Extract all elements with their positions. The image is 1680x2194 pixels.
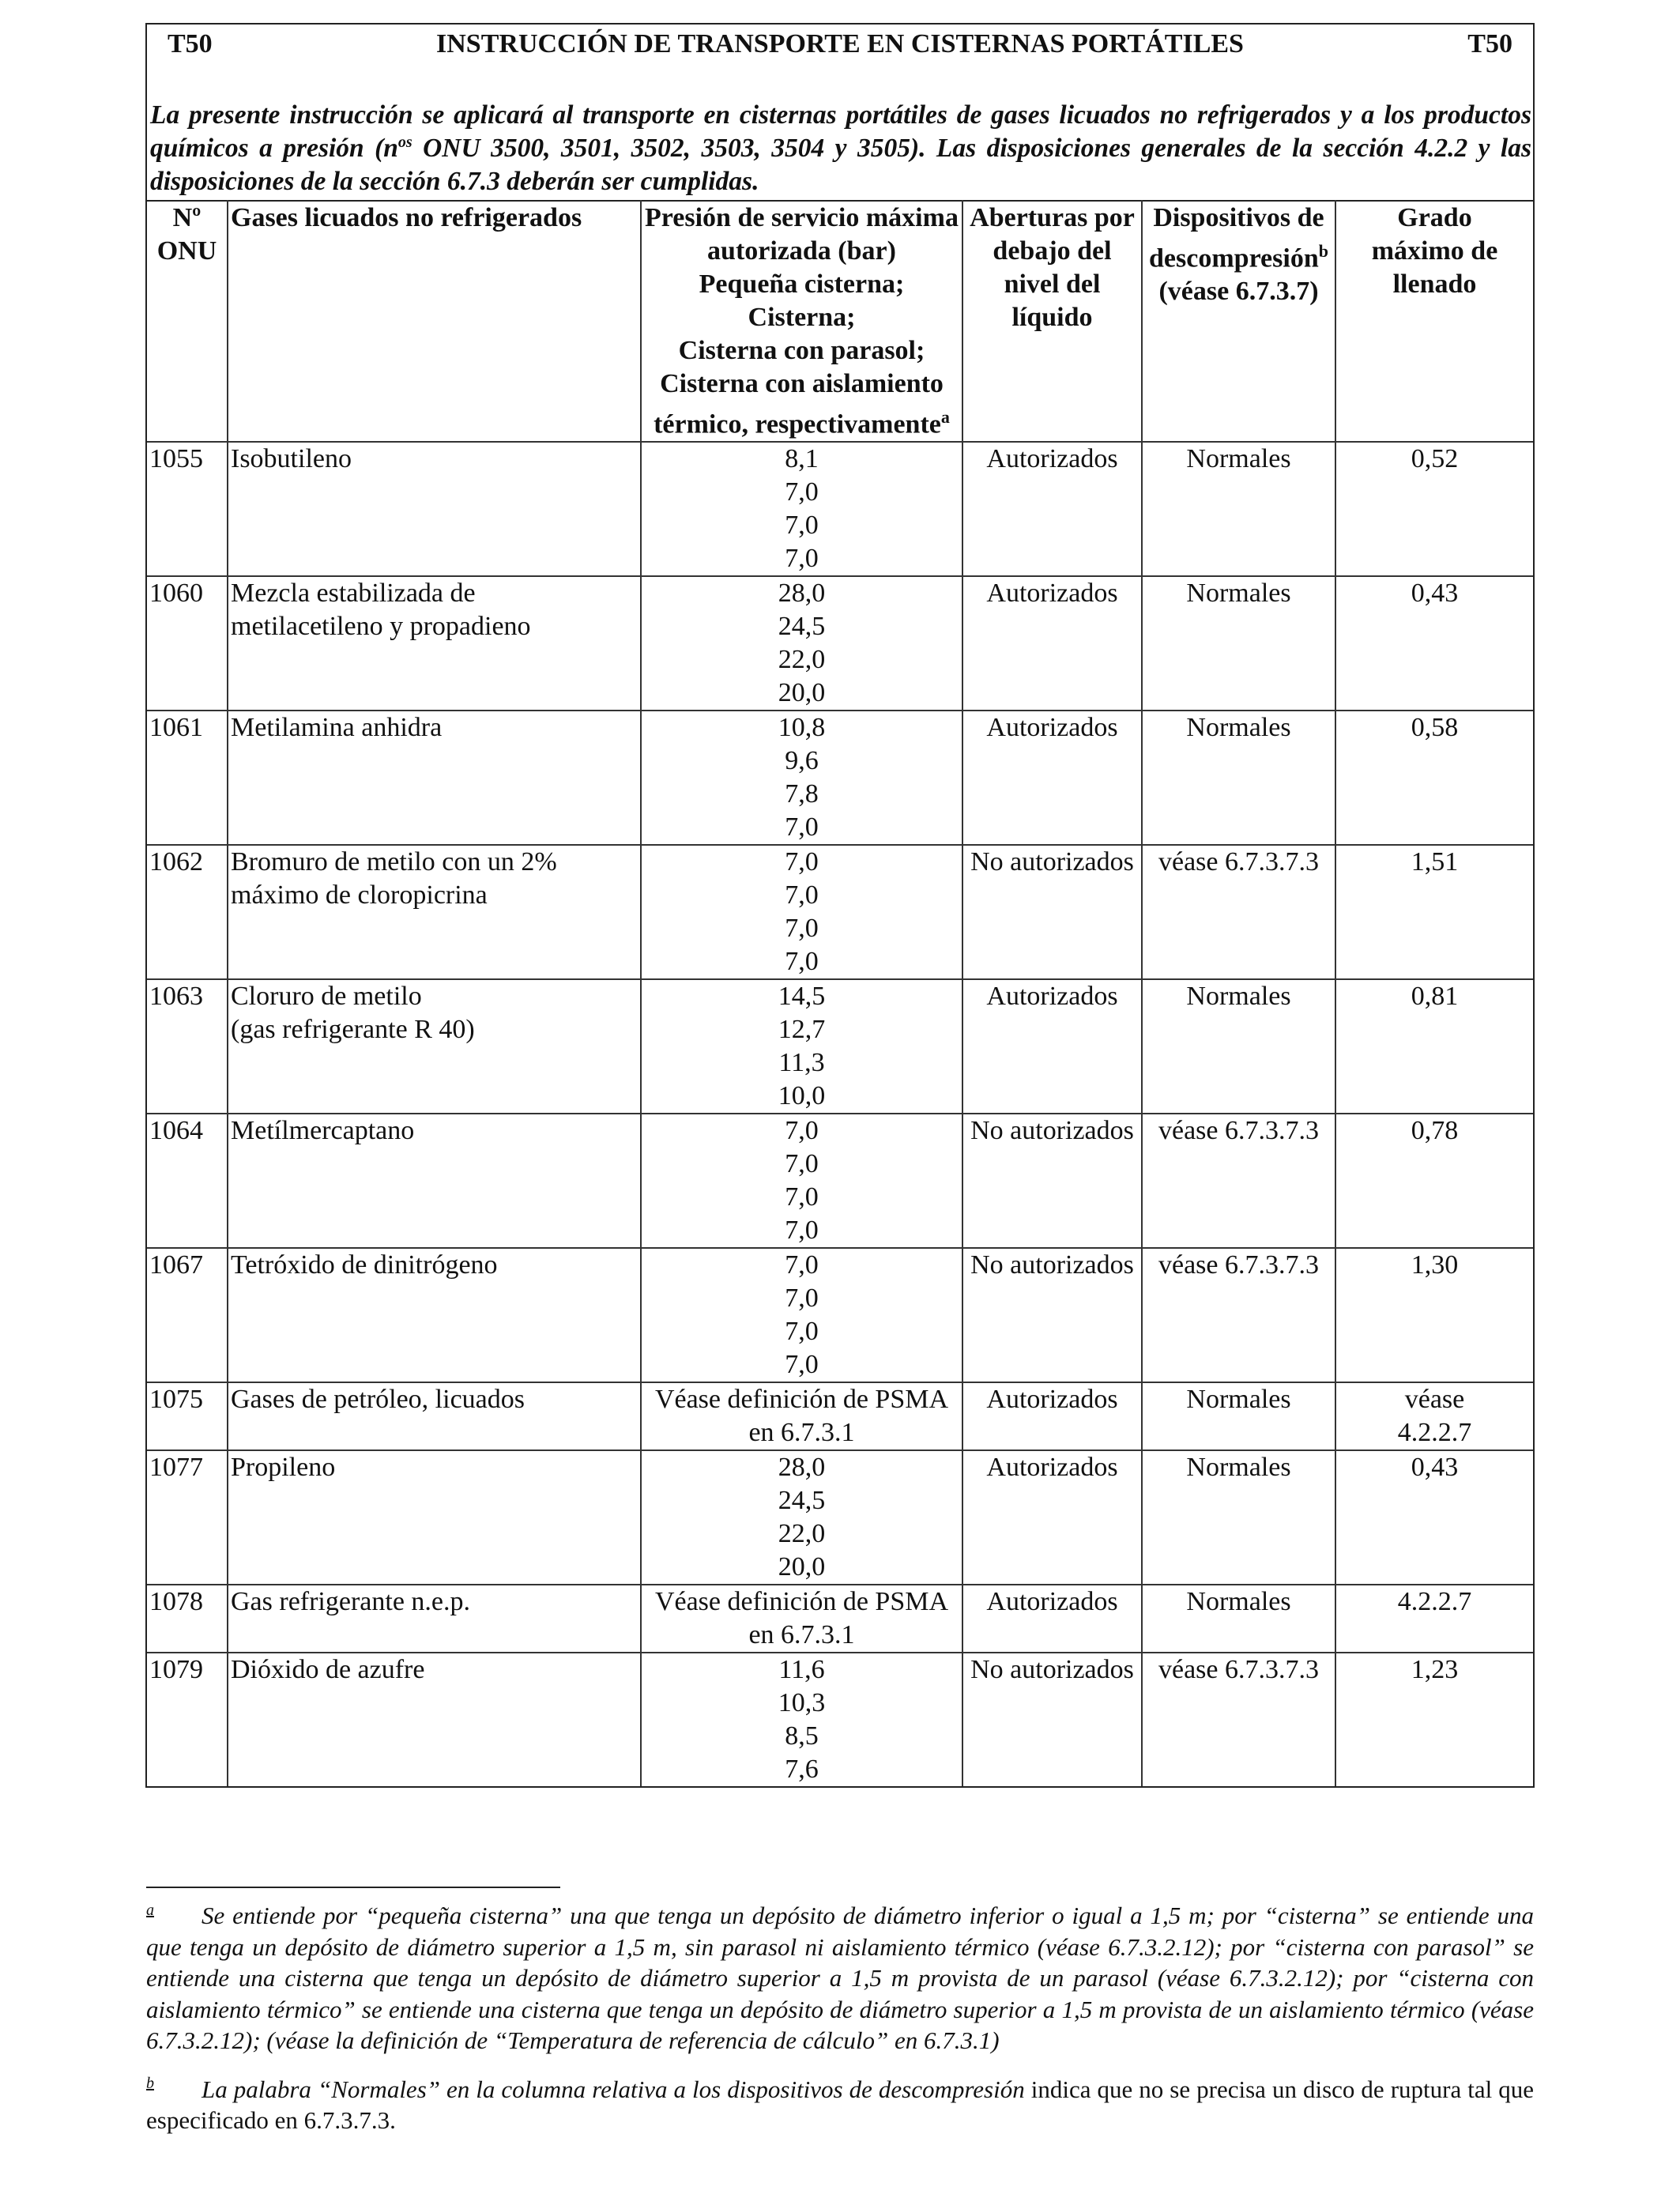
header-openings-line: líquido: [1011, 303, 1093, 332]
cell-devices: Normales: [1142, 1585, 1335, 1653]
filling-value-line: 0,81: [1411, 982, 1459, 1012]
header-devices-footnote-ref: b: [1318, 241, 1328, 261]
intro-paragraph: [147, 70, 1533, 200]
footnote-separator: [146, 1887, 560, 1888]
pressure-value-line: en 6.7.3.1: [748, 1620, 855, 1650]
table-row: [147, 1382, 1533, 1450]
header-devices: [1142, 201, 1335, 442]
gas-name-line: Gases de petróleo, licuados: [231, 1385, 525, 1415]
filling-value-line: véase: [1404, 1385, 1465, 1415]
pressure-value-line: 24,5: [778, 1486, 826, 1516]
filling-value-line: 1,51: [1411, 847, 1459, 877]
pressure-value-line: 7,0: [785, 1216, 819, 1246]
pressure-value-line: 24,5: [778, 612, 826, 642]
cell-onu-number: 1078: [147, 1585, 228, 1653]
header-devices-line: (véase 6.7.3.7): [1158, 277, 1319, 307]
cell-gas-name: [228, 1382, 641, 1450]
cell-devices: véase 6.7.3.7.3: [1142, 845, 1335, 979]
filling-value-line: 1,23: [1411, 1655, 1459, 1685]
pressure-value-line: 7,0: [785, 1149, 819, 1179]
pressure-value-line: 10,8: [778, 713, 826, 743]
pressure-value-line: 14,5: [778, 982, 826, 1012]
cell-pressures: [641, 845, 962, 979]
cell-devices: Normales: [1142, 711, 1335, 845]
filling-value-line: 0,52: [1411, 444, 1459, 474]
cell-gas-name: [228, 576, 641, 711]
header-pressure-line: autorizada (bar): [707, 236, 896, 266]
cell-pressures: [641, 711, 962, 845]
instruction-header: [147, 25, 1533, 70]
header-openings-line: nivel del: [1004, 270, 1101, 299]
table-row: [147, 979, 1533, 1114]
cell-pressures: [641, 1653, 962, 1786]
cell-gas-name: [228, 845, 641, 979]
pressure-value-line: 10,3: [778, 1688, 826, 1718]
cell-devices: Normales: [1142, 442, 1335, 576]
gas-name-line: Mezcla estabilizada de: [231, 579, 476, 609]
table-row: [147, 576, 1533, 711]
gas-name-line: Gas refrigerante n.e.p.: [231, 1587, 471, 1617]
gas-name-line: Metilamina anhidra: [231, 713, 443, 743]
cell-gas-name: [228, 1653, 641, 1786]
cell-openings: Autorizados: [962, 1382, 1142, 1450]
cell-devices: véase 6.7.3.7.3: [1142, 1248, 1335, 1382]
cell-filling: [1335, 1450, 1533, 1585]
header-pressure-line: Pequeña cisterna;: [699, 270, 905, 299]
filling-value-line: 0,78: [1411, 1116, 1459, 1146]
cell-filling: [1335, 1382, 1533, 1450]
cell-gas-name: [228, 979, 641, 1114]
cell-onu-number: 1075: [147, 1382, 228, 1450]
cell-filling: [1335, 576, 1533, 711]
instruction-title: INSTRUCCIÓN DE TRANSPORTE EN CISTERNAS PORTÁTILES: [436, 29, 1244, 58]
cell-pressures: [641, 1450, 962, 1585]
pressure-value-line: 7,0: [785, 847, 819, 877]
header-pressure-line: Cisterna con aislamiento: [660, 369, 944, 398]
cell-gas-name: [228, 1450, 641, 1585]
instruction-frame: [145, 23, 1535, 1788]
filling-value-line: 0,43: [1411, 579, 1459, 609]
cell-pressures: [641, 1114, 962, 1248]
cell-onu-number: 1067: [147, 1248, 228, 1382]
footnote-a: [146, 1900, 1534, 2056]
cell-devices: Normales: [1142, 1450, 1335, 1585]
intro-text-1: La presente instrucción se aplicará al transporte en cisternas portátiles de gases licuados no refrigerados y a los productos químicos a presión (n: [150, 100, 1531, 163]
header-openings: [962, 201, 1142, 442]
pressure-value-line: 7,0: [785, 1317, 819, 1347]
cell-gas-name: [228, 1585, 641, 1653]
gas-name-line: Tetróxido de dinitrógeno: [231, 1250, 498, 1280]
table-row: [147, 1450, 1533, 1585]
footnote-b-mark: b: [146, 2075, 154, 2093]
pressure-value-line: 20,0: [778, 678, 826, 708]
header-pressure-footnote-ref: a: [940, 407, 950, 427]
pressure-value-line: 22,0: [778, 1519, 826, 1549]
pressure-value-line: 11,3: [778, 1048, 825, 1078]
header-pressure-line: Cisterna con parasol;: [678, 336, 925, 365]
cell-openings: No autorizados: [962, 845, 1142, 979]
cell-devices: Normales: [1142, 576, 1335, 711]
header-filling: [1335, 201, 1533, 442]
cell-devices: véase 6.7.3.7.3: [1142, 1653, 1335, 1786]
gas-name-line: (gas refrigerante R 40): [231, 1015, 475, 1045]
pressure-value-line: 12,7: [778, 1015, 826, 1045]
header-filling-line: máximo de: [1371, 236, 1498, 266]
cell-openings: No autorizados: [962, 1248, 1142, 1382]
pressure-value-line: 11,6: [778, 1655, 825, 1685]
table-row: [147, 845, 1533, 979]
instruction-code-right: T50: [1467, 29, 1512, 58]
table-row: [147, 711, 1533, 845]
pressure-value-line: 7,8: [785, 779, 819, 809]
pressure-value-line: 9,6: [785, 746, 819, 776]
footnote-b-text-2: indica que no se precisa un disco de ruptura tal que especificado en 6.7.3.7.3.: [146, 2075, 1534, 2134]
gas-name-line: Cloruro de metilo: [231, 982, 422, 1012]
cell-openings: Autorizados: [962, 442, 1142, 576]
cell-pressures: [641, 576, 962, 711]
header-devices-line: Dispositivos de: [1153, 203, 1324, 232]
cell-openings: Autorizados: [962, 1450, 1142, 1585]
cell-openings: Autorizados: [962, 576, 1142, 711]
cell-filling: [1335, 979, 1533, 1114]
pressure-value-line: 7,6: [785, 1755, 819, 1785]
pressure-value-line: 7,0: [785, 1182, 819, 1212]
pressure-value-line: 7,0: [785, 880, 819, 910]
pressure-value-line: 7,0: [785, 914, 819, 944]
header-onu-line: Nº: [172, 203, 202, 232]
pressure-value-line: 7,0: [785, 1250, 819, 1280]
pressure-value-line: 7,0: [785, 1116, 819, 1146]
pressure-value-line: 7,0: [785, 947, 819, 977]
filling-value-line: 0,58: [1411, 713, 1459, 743]
table-row: [147, 1248, 1533, 1382]
cell-filling: [1335, 1248, 1533, 1382]
table-header-row: [147, 201, 1533, 442]
cell-openings: No autorizados: [962, 1114, 1142, 1248]
header-pressure: [641, 201, 962, 442]
cell-filling: [1335, 1585, 1533, 1653]
pressure-value-line: Véase definición de PSMA: [654, 1587, 949, 1617]
cell-onu-number: 1055: [147, 442, 228, 576]
pressure-value-line: 10,0: [778, 1081, 826, 1111]
header-devices-line: descompresión$^b$: [1149, 241, 1328, 273]
pressure-value-line: 7,0: [785, 544, 819, 574]
pressure-value-line: 7,0: [785, 1350, 819, 1380]
cell-gas-name: [228, 711, 641, 845]
cell-openings: Autorizados: [962, 1585, 1142, 1653]
cell-onu-number: 1079: [147, 1653, 228, 1786]
pressure-value-line: 28,0: [778, 1453, 826, 1483]
pressure-value-line: 20,0: [778, 1552, 826, 1582]
header-pressure-line: Presión de servicio máxima: [645, 203, 959, 232]
header-onu: [147, 201, 228, 442]
table-row: [147, 442, 1533, 576]
cell-onu-number: 1061: [147, 711, 228, 845]
cell-openings: Autorizados: [962, 979, 1142, 1114]
footnote-a-text: Se entiende por “pequeña cisterna” una que tenga un depósito de diámetro inferior o igual a 1,5 m; por “cisterna” se entiende una que tenga un depósito de diámetro superior a 1,5 m, sin parasol ni aislamiento térmico (véase 6.7.3.2.12); por “cisterna con parasol” se entiende una cisterna que tenga un depósito de diámetro superior a 1,5 m provista de un parasol (véase 6.7.3.2.12); por “cisterna con aislamiento térmico” se entiende una cisterna que tenga un depósito de diámetro superior a 1,5 m provista de un aislamiento térmico (véase 6.7.3.2.12); (véase la definición de “Temperatura de referencia de cálculo” en 6.7.3.1): [146, 1902, 1534, 2054]
header-filling-line: llenado: [1392, 270, 1477, 299]
pressure-value-line: 7,0: [785, 1284, 819, 1314]
footnote-b: [146, 2074, 1534, 2136]
cell-onu-number: 1063: [147, 979, 228, 1114]
gas-name-line: metilacetileno y propadieno: [231, 612, 531, 642]
cell-filling: [1335, 845, 1533, 979]
filling-value-line: 4.2.2.7: [1397, 1587, 1472, 1617]
pressure-value-line: 8,5: [785, 1721, 819, 1751]
cell-gas-name: [228, 1248, 641, 1382]
pressure-value-line: 7,0: [785, 511, 819, 541]
cell-gas-name: [228, 442, 641, 576]
gas-name-line: Metílmercaptano: [231, 1116, 415, 1146]
pressure-value-line: 7,0: [785, 477, 819, 507]
cell-pressures: [641, 1382, 962, 1450]
header-onu-line: ONU: [156, 236, 217, 266]
header-filling-line: Grado: [1397, 203, 1472, 232]
cell-onu-number: 1077: [147, 1450, 228, 1585]
cell-filling: [1335, 711, 1533, 845]
pressure-value-line: 22,0: [778, 645, 826, 675]
cell-onu-number: 1062: [147, 845, 228, 979]
header-openings-line: debajo del: [993, 236, 1112, 266]
footnotes: [146, 1900, 1534, 2154]
footnote-b-text-1: La palabra “Normales” en la columna relativa a los dispositivos de descompresión: [202, 2075, 1025, 2103]
gas-name-line: Dióxido de azufre: [231, 1655, 425, 1685]
filling-value-line: 4.2.2.7: [1397, 1418, 1472, 1448]
gas-name-line: Bromuro de metilo con un 2%: [231, 847, 557, 877]
cell-devices: véase 6.7.3.7.3: [1142, 1114, 1335, 1248]
header-gas: Gases licuados no refrigerados: [228, 201, 641, 442]
cell-pressures: [641, 1248, 962, 1382]
pressure-value-line: Véase definición de PSMA: [654, 1385, 949, 1415]
intro-text-2: ONU 3500, 3501, 3502, 3503, 3504 y 3505). Las disposiciones generales de la sección 4.2.2 y las disposiciones de la sección 6.7.3 deberán ser cumplidas.: [150, 134, 1531, 196]
cell-onu-number: 1060: [147, 576, 228, 711]
instruction-code-left: T50: [168, 29, 213, 58]
gas-table: [147, 200, 1533, 1786]
pressure-value-line: 7,0: [785, 812, 819, 843]
cell-pressures: [641, 1585, 962, 1653]
cell-openings: Autorizados: [962, 711, 1142, 845]
pressure-value-line: 8,1: [785, 444, 819, 474]
header-pressure-line: Cisterna;: [748, 303, 856, 332]
cell-filling: [1335, 1114, 1533, 1248]
cell-pressures: [641, 979, 962, 1114]
pressure-value-line: en 6.7.3.1: [748, 1418, 855, 1448]
gas-name-line: máximo de cloropicrina: [231, 880, 488, 910]
pressure-value-line: 28,0: [778, 579, 826, 609]
table-row: [147, 1114, 1533, 1248]
intro-superscript: os: [397, 133, 412, 151]
cell-devices: Normales: [1142, 1382, 1335, 1450]
cell-gas-name: [228, 1114, 641, 1248]
header-pressure-line: térmico, respectivamente$^a$: [654, 407, 950, 439]
cell-devices: Normales: [1142, 979, 1335, 1114]
gas-name-line: Isobutileno: [231, 444, 352, 474]
filling-value-line: 1,30: [1411, 1250, 1459, 1280]
table-row: [147, 1653, 1533, 1786]
header-openings-line: Aberturas por: [970, 203, 1135, 232]
gas-name-line: Propileno: [231, 1453, 336, 1483]
cell-openings: No autorizados: [962, 1653, 1142, 1786]
footnote-a-mark: a: [146, 1901, 154, 1919]
cell-pressures: [641, 442, 962, 576]
filling-value-line: 0,43: [1411, 1453, 1459, 1483]
table-row: [147, 1585, 1533, 1653]
cell-onu-number: 1064: [147, 1114, 228, 1248]
cell-filling: [1335, 442, 1533, 576]
cell-filling: [1335, 1653, 1533, 1786]
